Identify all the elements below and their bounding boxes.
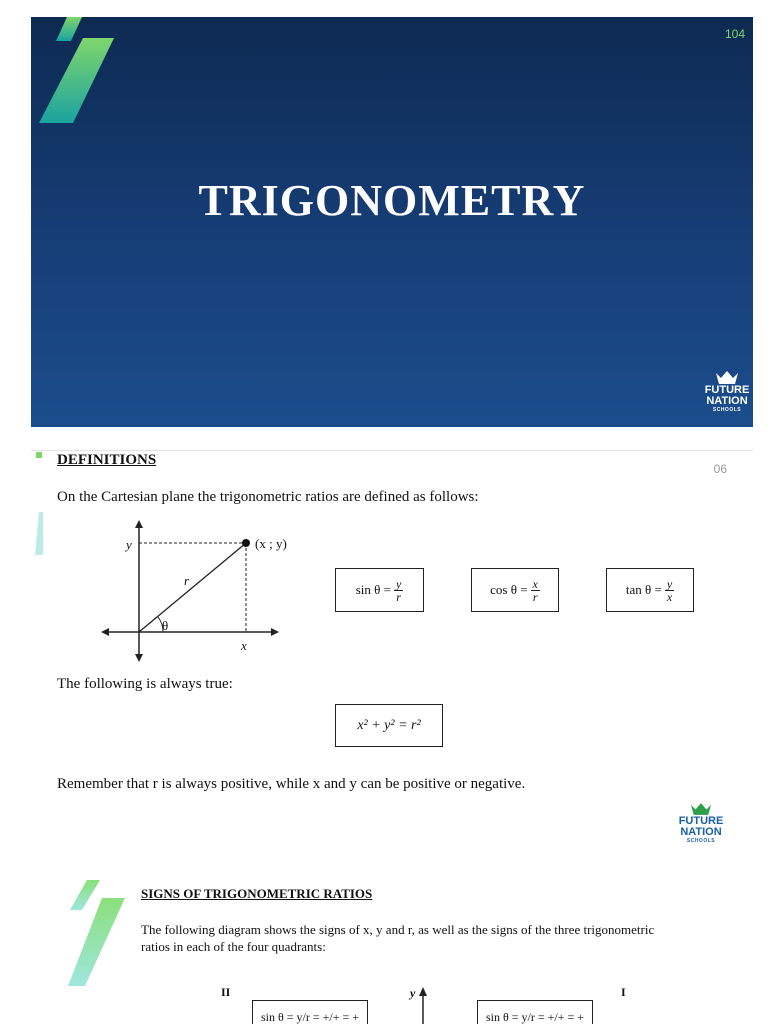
quadrant-ii-label: II [221,985,231,999]
slide-title: TRIGONOMETRY [198,176,586,225]
page-number: 104 [724,27,745,41]
point-label: (x ; y) [255,536,287,551]
quadrant-ii-sin-box: sin θ = y/r = +/+ = + [252,1000,368,1024]
slash-decoration-icon [33,17,123,132]
page-number: 06 [713,462,727,476]
crown-icon [716,371,738,384]
definitions-page [31,452,753,872]
section-heading: DEFINITIONS [57,452,157,468]
y-axis-label: y [410,986,416,1000]
r-label: r [184,573,190,588]
cos-ratio-box: cos θ = $\frac{x}{r}$ [471,568,559,612]
remember-text: Remember that r is always positive, while x and y can be positive or negative. [57,776,526,792]
quadrant-i-sin-box: sin θ = y/r = +/+ = + [477,1000,593,1024]
y-label: y [126,537,132,552]
always-true-text: The following is always true: [57,676,233,692]
tan-ratio-box: tan θ = $\frac{y}{x}$ [606,568,694,612]
intro-text: On the Cartesian plane the trigonometric ratios are defined as follows: [57,489,479,505]
theta-label: θ [162,618,169,633]
slash-decoration-icon [67,880,137,995]
x-label: x [241,638,247,653]
crown-icon [691,803,711,815]
signs-page [31,875,753,1024]
page-separator [31,450,753,451]
identity-box: x² + y² = r² [335,704,443,747]
future-nation-logo: FUTURE NATION SCHOOLS [701,371,753,414]
future-nation-logo-small: FUTURE NATION SCHOOLS [671,803,731,845]
side-marker-icon [31,452,43,562]
title-slide [31,17,753,427]
y-axis-arrow-icon [417,987,429,1024]
sin-ratio-box: sin θ = $\frac{y}{r}$ [335,568,424,612]
section-heading: SIGNS OF TRIGONOMETRIC RATIOS [141,886,373,901]
quadrant-i-label: I [621,985,626,999]
signs-text-line-2: ratios in each of the four quadrants: [141,939,326,954]
signs-text-line-1: The following diagram shows the signs of x, y and r, as well as the signs of the three trigonometric [141,922,655,937]
